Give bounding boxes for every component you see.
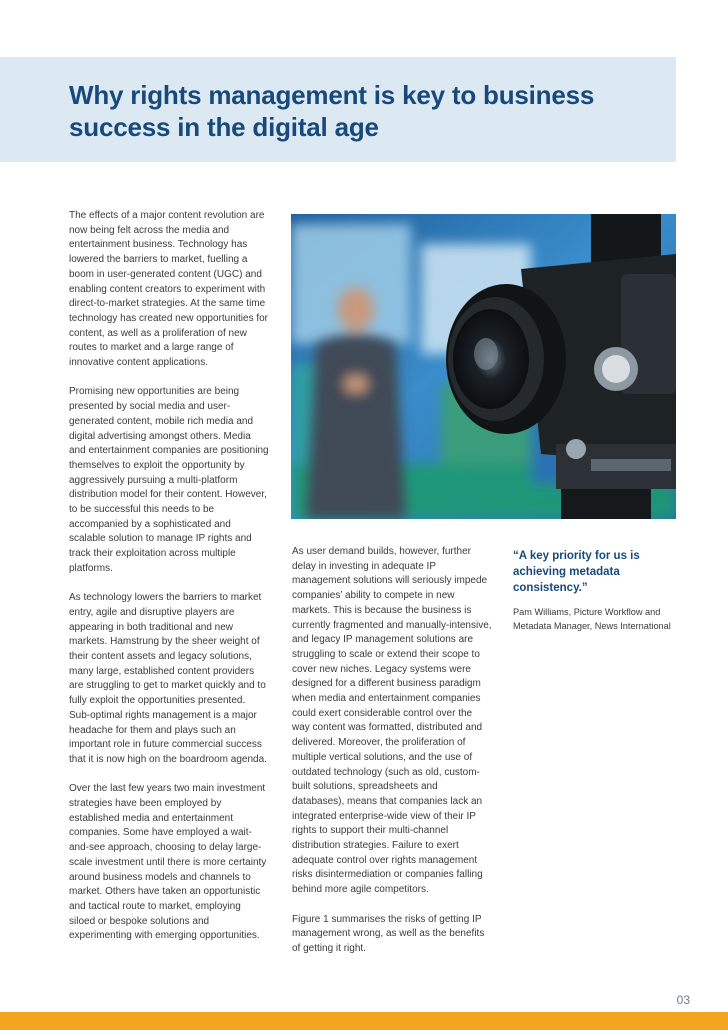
- paragraph: Over the last few years two main investment strategies have been employed by established media and entertainment companies. Some have employed a wait-and-see approach, choosing to delay large-scale investment until there is more certainty around business models and channels to market. Others have taken an opportunistic and tactical route to market, employing siloed or bespoke solutions and experimenting with emerging opportunities.: [69, 783, 267, 942]
- paragraph: Figure 1 summarises the risks of getting IP management wrong, as well as the benefits of getting it right.: [292, 913, 485, 954]
- paragraph: Promising new opportunities are being presented by social media and user-generated content, mobile rich media and digital advertising amongst others. Media and entertainment companies are positioning themselves to exploit the opportunity by aggressively pursuing a multi-platform distribution model for their content. However, to be successful this needs to be accompanied by a sophisticated and scalable solution to manage IP rights and track their exploitation across multiple platforms.: [69, 386, 269, 574]
- pull-quote: [513, 548, 683, 633]
- video-camera-photo: [291, 214, 676, 519]
- quote-attribution: Pam Williams, Picture Workflow and Metadata Manager, News International: [513, 607, 671, 631]
- body-column-middle: [292, 545, 492, 971]
- paragraph: The effects of a major content revolution are now being felt across the media and entertainment business. Technology has lowered the barriers to market, fuelling a boom in user-generated content (UGC) and enabling content creators to experiment with direct-to-market strategies. At the same time technology has created new opportunities for content, as well as a proliferation of new routes to market and a large range of innovative content applications.: [69, 210, 269, 369]
- quote-text: “A key priority for us is achieving metadata consistency.”: [513, 550, 640, 594]
- paragraph: As technology lowers the barriers to market entry, agile and disruptive players are appearing in both traditional and new markets. Hamstrung by the sheer weight of their content assets and legacy solutions, many large, established content providers are struggling to get to market quickly and to fully exploit the opportunities presented. Sub-optimal rights management is a major headache for them and plays such an important role in future commercial success that it is now high on the boardroom agenda.: [69, 592, 267, 765]
- page-title: Why rights management is key to business success in the digital age: [69, 80, 595, 142]
- footer-bar: [0, 1012, 728, 1030]
- page-number: 03: [676, 993, 690, 1007]
- paragraph: As user demand builds, however, further delay in investing in adequate IP management solutions will seriously impede companies’ ability to compete in new markets. This is because the business is currently fragmented and manually-intensive, and legacy IP management solutions are struggling to scale or extend their scope to cover new niches. Legacy systems were designed for a different business paradigm when media and entertainment companies could exert considerable control over the way content was formatted, distributed and delivered. Moreover, the proliferation of multiple vertical solutions, and the use of outdated technology (such as old, custom-built solutions, spreadsheets and databases), means that companies lack an integrated enterprise-wide view of their IP rights to support their multi-channel distribution strategies. Failure to exert adequate control over rights management risks disintermediation or companies falling behind more agile competitors.: [292, 546, 492, 896]
- body-column-left: [69, 209, 269, 959]
